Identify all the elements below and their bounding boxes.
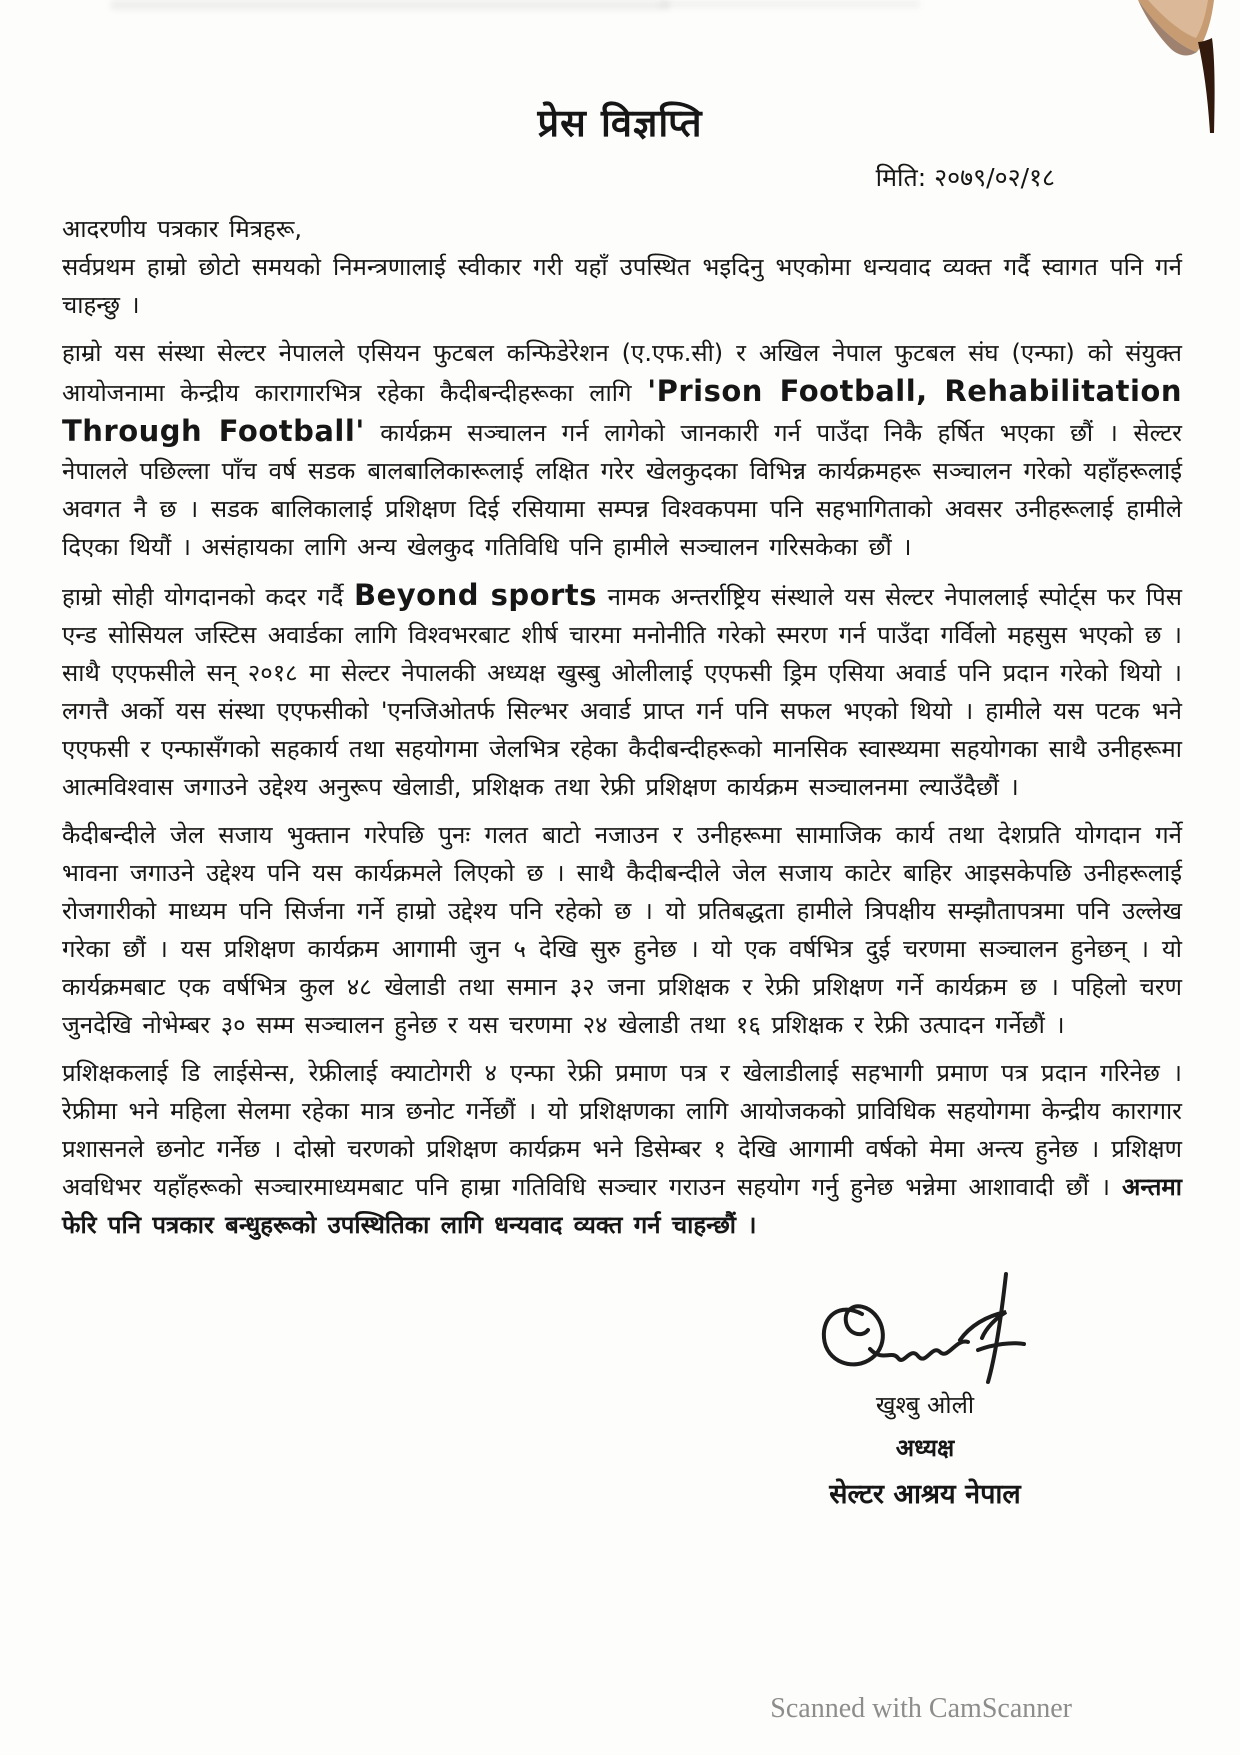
paragraph-1-text: कार्यक्रम सञ्चालन गर्न लागेको जानकारी गर्न पाउँदा निकै हर्षित भएका छौं । सेल्टर नेपालले पछिल्ला पाँच वर्ष सडक बालबालिकारूलाई लक्षित गरेर खेलकुदका विभिन्न कार्यक्रमहरू सञ्चालन गरेको यहाँहरूलाई अवगत नै छ । सडक बालिकालाई प्रशिक्षण दिई रसियामा सम्पन्न विश्वकपमा पनि सहभागिताको अवसर उनीहरूलाई हामीले दिएका थियौं । असंहायका लागि अन्य खेलकुद गतिविधि पनि हामीले सञ्चालन गरिसकेका छौं । [62, 419, 1182, 561]
page-title: प्रेस विज्ञप्ति [537, 101, 703, 145]
signer-role: अध्यक्ष [895, 1434, 955, 1462]
paragraph-1 [62, 334, 1182, 566]
signer-organization: सेल्टर आश्रय नेपाल [829, 1479, 1021, 1510]
salutation: आदरणीय पत्रकार मित्रहरू, [62, 215, 303, 243]
english-phrase-beyond-sports: Beyond sports [354, 578, 597, 612]
english-phrase-prison-football: 'Prison Football, Rehabilitation Through Football' [62, 374, 1182, 448]
scan-smudge [660, 0, 920, 8]
paragraph-1-text: हाम्रो यस संस्था सेल्टर नेपालले एसियन फुटबल कन्फिडेरेशन (ए.एफ.सी) र अखिल नेपाल फुटबल संघ (एन्फा) को संयुक्त आयोजनामा केन्द्रीय कारागारभित्र रहेका कैदीबन्दीहरूका लागि [62, 339, 1182, 407]
signature-block [735, 1254, 1115, 1511]
paragraph-3: कैदीबन्दीले जेल सजाय भुक्तान गरेपछि पुनः गलत बाटो नजाउन र उनीहरूमा सामाजिक कार्य तथा देशप्रति योगदान गर्ने भावना जगाउने उद्देश्य पनि यस कार्यक्रमले लिएको छ । साथै कैदीबन्दीले जेल सजाय काटेर बाहिर आइसकेपछि उनीहरूलाई रोजगारीको माध्यम पनि सिर्जना गर्ने हाम्रो उद्देश्य पनि रहेको छ । यो प्रतिबद्धता हामीले त्रिपक्षीय सम्झौतापत्रमा पनि उल्लेख गरेका छौं । यस प्रशिक्षण कार्यक्रम आगामी जुन ५ देखि सुरु हुनेछ । यो एक वर्षभित्र दुई चरणमा सञ्चालन हुनेछन् । यो कार्यक्रमबाट एक वर्षभित्र कुल ४८ खेलाडी तथा समान ३२ जना प्रशिक्षक र रेफ्री प्रशिक्षण गर्ने कार्यक्रम छ । पहिलो चरण जुनदेखि नोभेम्बर ३० सम्म सञ्चालन हुनेछ र यस चरणमा २४ खेलाडी तथा १६ प्रशिक्षक र रेफ्री उत्पादन गर्नेछौं । [62, 821, 1182, 1039]
signer-name: खुश्बु ओली [875, 1391, 975, 1419]
signature [810, 1254, 1040, 1394]
paragraph-2-text: हाम्रो सोही योगदानको कदर गर्दै [62, 583, 354, 611]
letter-body [0, 194, 1240, 1244]
paragraph-4 [62, 1054, 1182, 1244]
paragraph-intro: सर्वप्रथम हाम्रो छोटो समयको निमन्त्रणालाई स्वीकार गरी यहाँ उपस्थित भइदिनु भएकोमा धन्यवाद व्यक्त गर्दै स्वागत पनि गर्न चाहन्छु । [62, 253, 1182, 319]
closing-sentence: अन्तमा फेरि पनि पत्रकार बन्धुहरूको उपस्थितिका लागि धन्यवाद व्यक्त गर्न चाहन्छौं । [62, 1173, 1182, 1239]
paragraph-2 [62, 576, 1182, 806]
date-line: मिति: २०७९/०२/१८ [875, 163, 1055, 192]
camscanner-watermark: Scanned with CamScanner [770, 1693, 1072, 1724]
paragraph-4-text: प्रशिक्षकलाई डि लाईसेन्स, रेफ्रीलाई क्याटोगरी ४ एन्फा रेफ्री प्रमाण पत्र र खेलाडीलाई सहभागी प्रमाण पत्र प्रदान गरिनेछ । रेफ्रीमा भने महिला सेलमा रहेका मात्र छनोट गर्नेछौं । यो प्रशिक्षणका लागि आयोजकको प्राविधिक सहयोगमा केन्द्रीय कारागार प्रशासनले छनोट गर्नेछ । दोस्रो चरणको प्रशिक्षण कार्यक्रम भने डिसेम्बर १ देखि आगामी वर्षको मेमा अन्त्य हुनेछ । प्रशिक्षण अवधिभर यहाँहरूको सञ्चारमाध्यमबाट पनि हाम्रा गतिविधि सञ्चार गराउन सहयोग गर्नु हुनेछ भन्नेमा आशावादी छौं । [62, 1059, 1182, 1201]
scan-smudge [110, 0, 670, 10]
paragraph-2-text: नामक अन्तर्राष्ट्रिय संस्थाले यस सेल्टर नेपाललाई स्पोर्ट्स फर पिस एन्ड सोसियल जस्टिस अवार्डका लागि विश्वभरबाट शीर्ष चारमा मनोनीति गरेको स्मरण गर्न पाउँदा गर्विलो महसुस भएको छ । साथै एएफसीले सन् २०१८ मा सेल्टर नेपालकी अध्यक्ष खुस्बु ओलीलाई एएफसी ड्रिम एसिया अवार्ड पनि प्रदान गरेको थियो । लगत्तै अर्को यस संस्था एएफसीको 'एनजिओतर्फ सिल्भर अवार्ड प्राप्त गर्न पनि सफल भएको थियो । हामीले यस पटक भने एएफसी र एन्फासँगको सहकार्य तथा सहयोगमा जेलभित्र रहेका कैदीबन्दीहरूको मानसिक स्वास्थ्यमा सहयोगका साथै उनीहरूमा आत्मविश्वास जगाउने उद्देश्य अनुरूप खेलाडी, प्रशिक्षक तथा रेफ्री प्रशिक्षण कार्यक्रम सञ्चालनमा ल्याउँदैछौं । [62, 583, 1182, 801]
scan-corner-artifact [1118, 0, 1240, 145]
